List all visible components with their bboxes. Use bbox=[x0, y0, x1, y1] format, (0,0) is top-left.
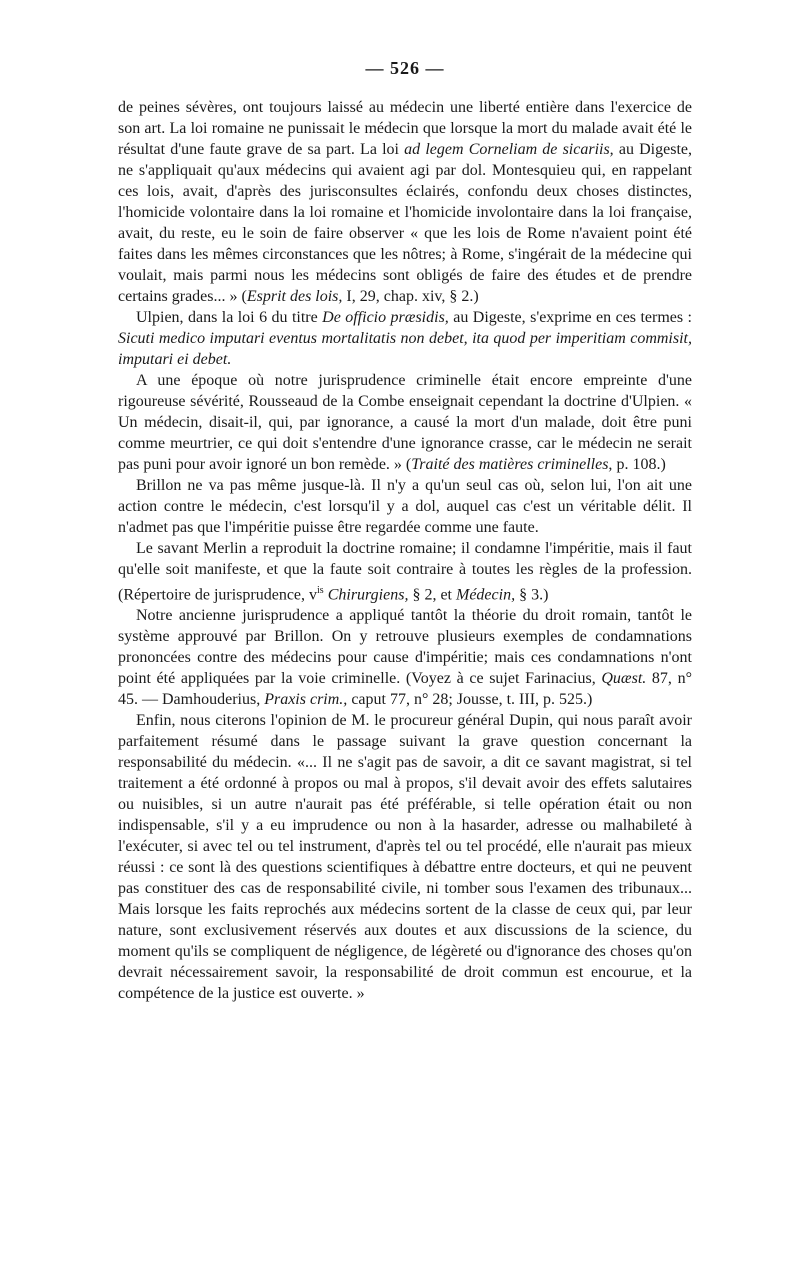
text-run: Brillon ne va pas même jusque-là. Il n'y a qu'un seul cas où, selon lui, l'on ait une action contre le médecin, c'est lorsqu'il y a dol, auquel cas c'est un véritable délit. Il n'admet pas que l'impéritie puisse être regardée comme une faute. bbox=[118, 477, 692, 536]
paragraph bbox=[118, 710, 692, 1004]
paragraph bbox=[118, 538, 692, 605]
text-run: Ulpien, dans la loi 6 du titre bbox=[136, 309, 323, 326]
text-run: is bbox=[317, 585, 324, 596]
text-run: 87, n° 45. — Damhouderius, bbox=[118, 670, 692, 709]
italic-text-run: Médecin, bbox=[456, 586, 516, 604]
paragraph bbox=[118, 97, 692, 307]
text-run: I, 29, chap. xiv, § 2.) bbox=[342, 288, 479, 305]
italic-text-run: Chirurgiens, bbox=[327, 586, 409, 604]
paragraph bbox=[118, 370, 692, 475]
italic-text-run: ad legem Corneliam de sicariis, bbox=[404, 141, 614, 158]
paragraph bbox=[118, 475, 692, 538]
text-run: A une époque où notre jurisprudence criminelle était encore empreinte d'une rigoureuse sévérité, Rousseaud de la Combe enseignait cependant la doctrine d'Ulpien. « Un médecin, disait-il, qui, par ignorance, a causé la mort d'un malade, doit être puni comme meurtrier, ce qui doit s'entendre d'une ignorance crasse, car le médecin ne serait pas puni pour avoir ignoré un bon remède. » ( bbox=[118, 372, 692, 473]
text-run: au Digeste, ne s'appliquait qu'aux médecins qui avaient agi par dol. Montesquieu qui, en rappelant ces lois, avait, d'après des jurisconsultes éclairés, confondu deux choses distinctes, l'homicide volontaire dans la loi romaine et l'homicide involontaire dans la loi française, avait, du reste, eu le soin de faire observer « que les lois de Rome n'avaient point été faites dans les mêmes circonstances que les nôtres; à Rome, s'ingérait de la médecine qui voulait, mais parmi nous les médecins sont obligés de faire des études et de prendre certains grades... » ( bbox=[118, 141, 692, 305]
text-run: § 3.) bbox=[515, 586, 549, 604]
italic-text-run: Quæst. bbox=[601, 670, 647, 688]
italic-text-run: Sicuti medico imputari eventus mortalitatis non debet, ita quod per imperitiam commisit, imputari ei debet. bbox=[118, 330, 692, 368]
italic-text-run: Traité des matières criminelles, bbox=[411, 456, 613, 473]
text-run: § 2, et bbox=[408, 586, 456, 604]
text-run: au Digeste, s'exprime en ces termes : bbox=[448, 309, 692, 326]
italic-text-run: De officio præsidis, bbox=[322, 309, 449, 326]
text-run: Le savant Merlin a reproduit la doctrine romaine; il condamne l'impéritie, mais il faut qu'elle soit manifeste, et que la faute soit contraire à toutes les règles de la profession. (Répertoire de jurisprudence, v bbox=[118, 540, 692, 604]
page-number: — 526 — bbox=[365, 58, 445, 78]
text-run: caput 77, n° 28; Jousse, t. III, p. 525.) bbox=[347, 691, 593, 709]
text-run: p. 108.) bbox=[612, 456, 666, 473]
text-run: Notre ancienne jurisprudence a appliqué tantôt la théorie du droit romain, tantôt le système approuvé par Brillon. On y retrouve plusieurs exemples de condamnations prononcées contre des médecins pour cause d'impéritie; mais ces condamnations n'ont point été appliquées par la voie criminelle. (Voyez à ce sujet Farinacius, bbox=[118, 607, 692, 688]
text-run: de peines sévères, ont toujours laissé au médecin une liberté entière dans l'exercice de son art. La loi romaine ne punissait le médecin que lorsque la mort du malade avait été le résultat d'une faute grave de sa part. La loi bbox=[118, 99, 692, 158]
text-body bbox=[118, 97, 692, 1004]
paragraph bbox=[118, 605, 692, 710]
paragraph bbox=[118, 307, 692, 370]
text-run: Enfin, nous citerons l'opinion de M. le procureur général Dupin, qui nous paraît avoir parfaitement résumé dans le passage suivant la grave question concernant la responsabilité du médecin. «... Il ne s'agit pas de savoir, a dit ce savant magistrat, si tel traitement a été ordonné à propos ou mal à propos, s'il devait avoir des effets salutaires ou nuisibles, si un autre n'aurait pas été préférable, si telle opération était ou non indispensable, s'il y a eu imprudence ou non à la hasarder, adresse ou malhabileté à l'exécuter, si avec tel ou tel instrument, d'après tel ou tel procédé, elle n'aurait pas mieux réussi : ce sont là des questions scientifiques à débattre entre docteurs, et qui ne peuvent pas constituer des cas de responsabilité civile, ni tomber sous l'examen des tribunaux... Mais lorsque les faits reprochés aux médecins sortent de la classe de ceux qui, par leur nature, sont exclusivement réservés aux doutes et aux discussions de la science, du moment qu'ils se compliquent de négligence, de légèreté ou d'ignorance des choses qu'on devrait nécessairement savoir, la responsabilité de droit commun est encourue, et la compétence de la justice est ouverte. » bbox=[118, 712, 692, 1003]
italic-text-run: Esprit des lois, bbox=[246, 288, 343, 305]
italic-text-run: Praxis crim., bbox=[264, 691, 348, 709]
